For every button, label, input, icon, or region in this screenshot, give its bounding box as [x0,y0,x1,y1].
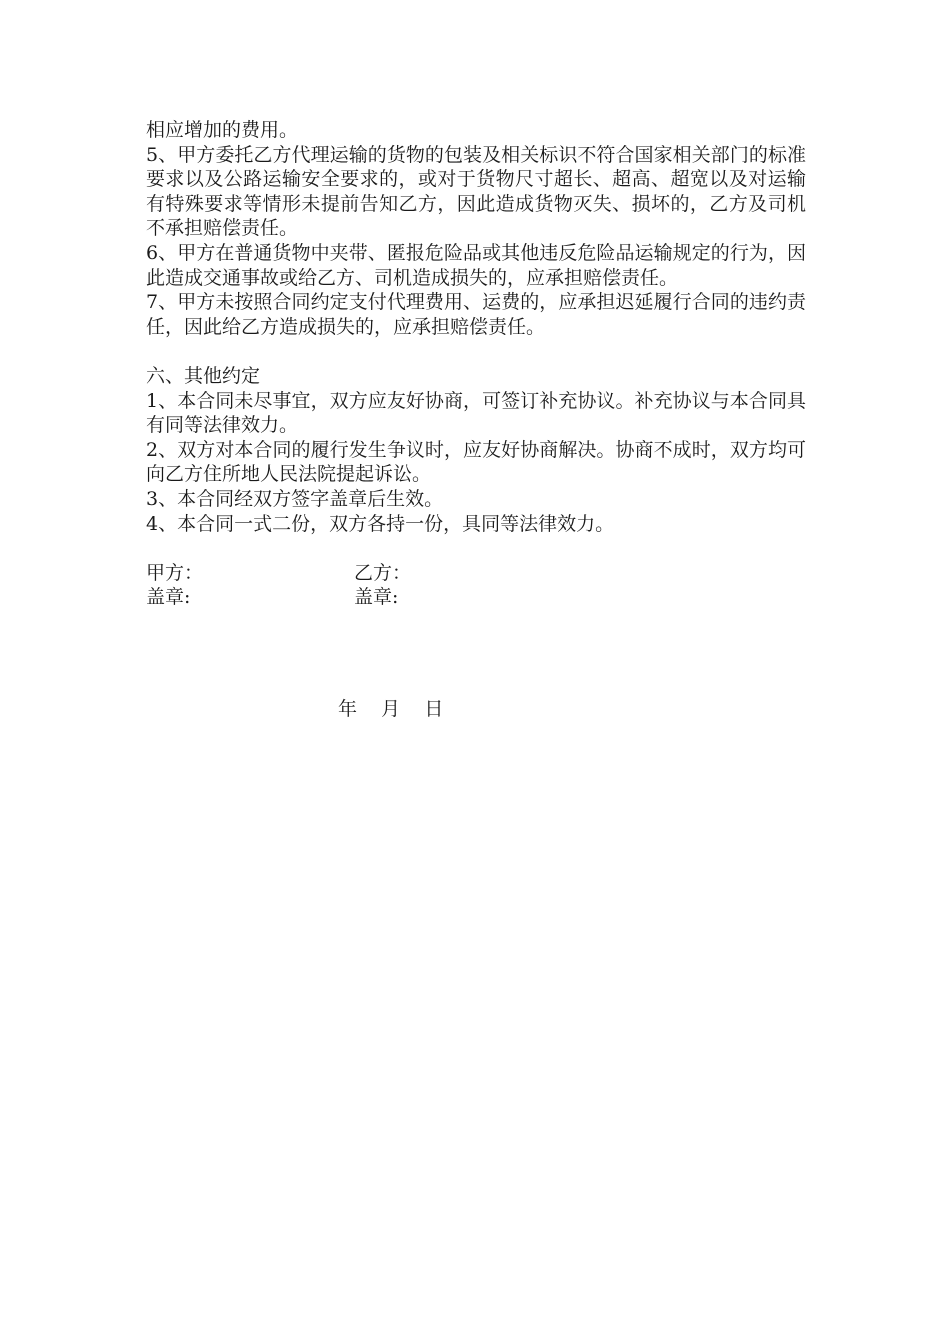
clause-6: 6、甲方在普通货物中夹带、匿报危险品或其他违反危险品运输规定的行为，因此造成交通事故或给乙方、司机造成损失的，应承担赔偿责任。 [146,241,806,289]
date-line: 年 月 日 [338,698,444,720]
signature-seal-row [146,585,806,610]
seal-a-label: 盖章: [146,586,191,609]
paragraph-gap [146,339,806,364]
section6-item-2: 2、双方对本合同的履行发生争议时，应友好协商解决。协商不成时，双方均可向乙方住所地人民法院提起诉讼。 [146,438,806,486]
seal-b-label: 盖章: [354,586,399,609]
party-b-label: 乙方： [354,561,412,584]
contract-body [146,118,806,610]
signature-party-row [146,561,806,586]
section6-item-1: 1、本合同未尽事宜，双方应友好协商，可签订补充协议。补充协议与本合同具有同等法律效力。 [146,389,806,437]
section6-item-4: 4、本合同一式二份，双方各持一份，具同等法律效力。 [146,512,615,535]
paragraph-gap [146,536,806,561]
party-a-label: 甲方： [146,561,204,584]
clause-continuation: 相应增加的费用。 [146,119,299,141]
section6-item-3: 3、本合同经双方签字盖章后生效。 [146,487,444,510]
clause-7: 7、甲方未按照合同约定支付代理费用、运费的，应承担迟延履行合同的违约责任，因此给乙方造成损失的，应承担赔偿责任。 [146,291,806,338]
clause-5: 5、甲方委托乙方代理运输的货物的包装及相关标识不符合国家相关部门的标准要求以及公路运输安全要求的，或对于货物尺寸超长、超高、超宽以及对运输有特殊要求等情形未提前告知乙方，因此造成货物灭失、损坏的，乙方及司机不承担赔偿责任。 [146,143,806,240]
section-heading: 六、其他约定 [146,364,261,387]
